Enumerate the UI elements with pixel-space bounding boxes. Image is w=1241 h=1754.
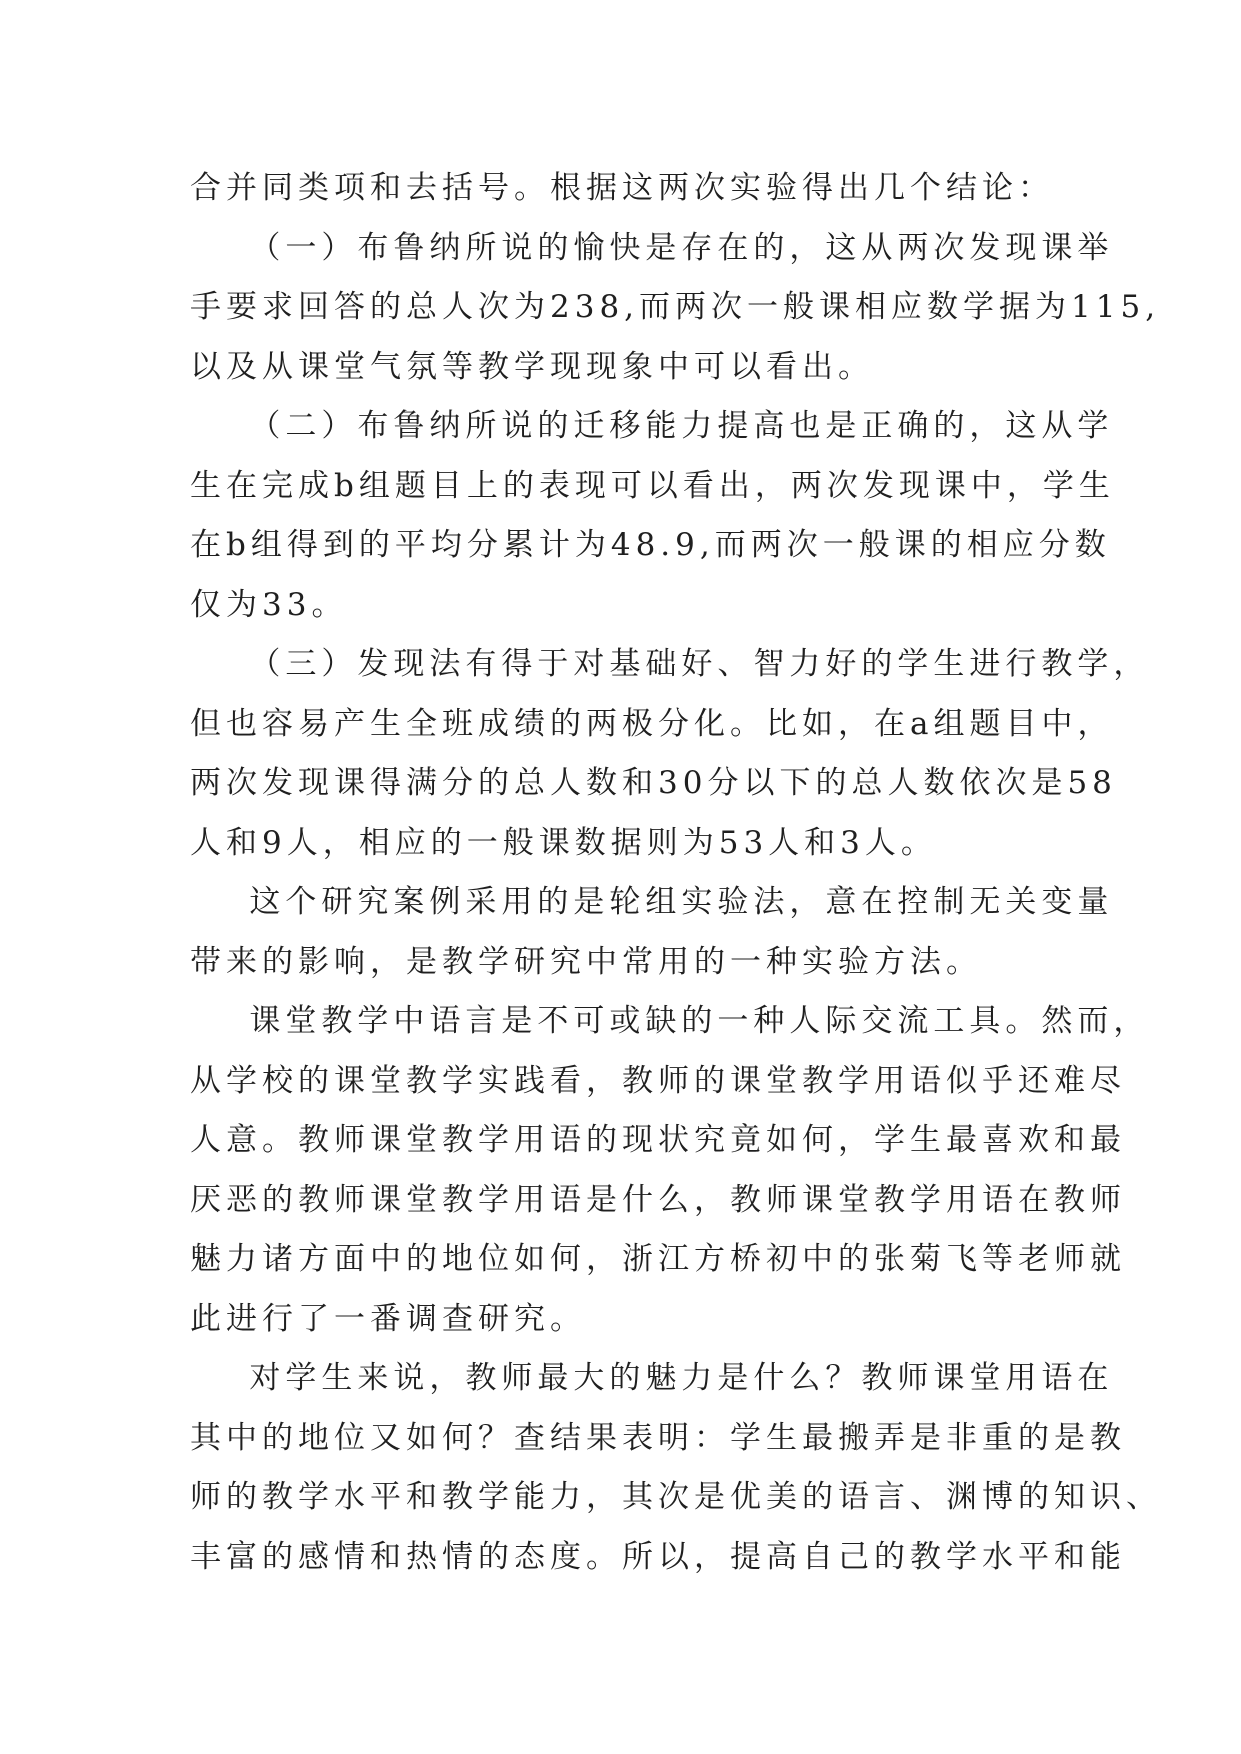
text-line: 厌恶的教师课堂教学用语是什么，教师课堂教学用语在教师 bbox=[190, 1181, 1126, 1218]
text-line: 魅力诸方面中的地位如何，浙江方桥初中的张菊飞等老师就 bbox=[190, 1241, 1126, 1277]
text-line: 对学生来说，教师最大的魅力是什么？教师课堂用语在 bbox=[190, 1360, 1114, 1396]
text-line: 丰富的感情和热情的态度。所以，提高自己的教学水平和能 bbox=[190, 1538, 1126, 1575]
text-line: 仅为33。 bbox=[190, 586, 348, 623]
text-line: 但也容易产生全班成绩的两极分化。比如，在a组题目中， bbox=[190, 705, 1114, 742]
text-line: 从学校的课堂教学实践看，教师的课堂教学用语似乎还难尽 bbox=[190, 1062, 1126, 1099]
text-line: 师的教学水平和教学能力，其次是优美的语言、渊博的知识、 bbox=[190, 1479, 1162, 1515]
text-line: 在b组得到的平均分累计为48.9,而两次一般课的相应分数 bbox=[190, 527, 1111, 563]
text-line: （三）发现法有得于对基础好、智力好的学生进行教学， bbox=[190, 646, 1150, 682]
text-line: （二）布鲁纳所说的迁移能力提高也是正确的，这从学 bbox=[190, 408, 1114, 444]
text-line: 带来的影响，是教学研究中常用的一种实验方法。 bbox=[190, 943, 982, 980]
text-line: 课堂教学中语言是不可或缺的一种人际交流工具。然而， bbox=[190, 1003, 1150, 1039]
text-line: 此进行了一番调查研究。 bbox=[190, 1300, 586, 1337]
text-line: 其中的地位又如何？查结果表明：学生最搬弄是非重的是教 bbox=[190, 1419, 1126, 1456]
text-line: 生在完成b组题目上的表现可以看出，两次发现课中，学生 bbox=[190, 467, 1115, 504]
document-body bbox=[190, 159, 1162, 1587]
text-line: 这个研究案例采用的是轮组实验法，意在控制无关变量 bbox=[190, 884, 1114, 920]
text-line: 人意。教师课堂教学用语的现状究竟如何，学生最喜欢和最 bbox=[190, 1122, 1126, 1158]
text-line: （一）布鲁纳所说的愉快是存在的，这从两次发现课举 bbox=[190, 229, 1114, 266]
text-line: 以及从课堂气氛等教学现现象中可以看出。 bbox=[190, 348, 874, 385]
text-line: 合并同类项和去括号。根据这两次实验得出几个结论： bbox=[190, 170, 1054, 206]
text-line: 手要求回答的总人次为238,而两次一般课相应数学据为115, bbox=[190, 289, 1161, 325]
text-line: 两次发现课得满分的总人数和30分以下的总人数依次是58 bbox=[190, 765, 1117, 801]
text-line: 人和9人，相应的一般课数据则为53人和3人。 bbox=[190, 824, 937, 861]
